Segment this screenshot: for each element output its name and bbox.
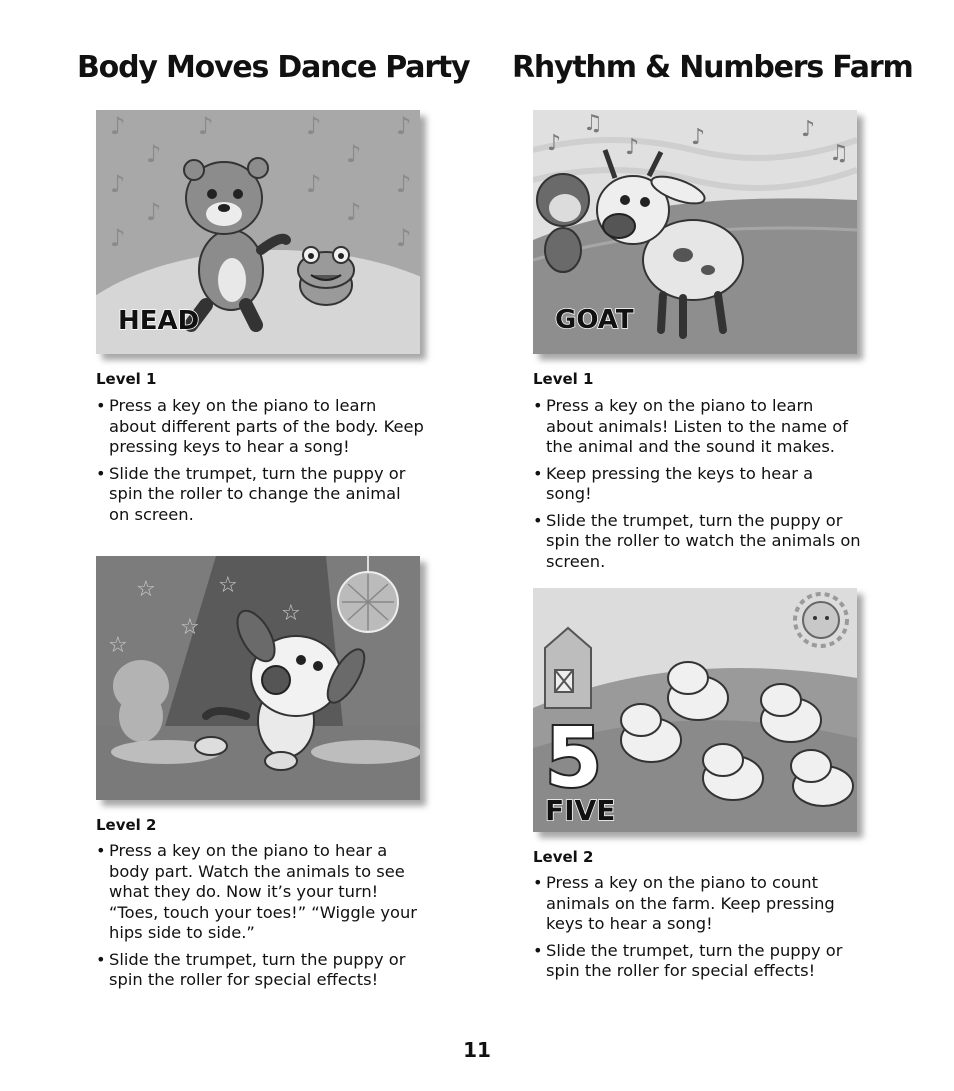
svg-text:♪: ♪ xyxy=(547,131,562,156)
screenshot-caption: HEAD xyxy=(118,306,200,336)
list-item: • Press a key on the piano to learn about animals! Listen to the name of the animal and the sound it makes. xyxy=(533,396,863,458)
left-level2-label: Level 2 xyxy=(96,816,157,834)
svg-text:♪: ♪ xyxy=(396,170,412,198)
right-title: Rhythm & Numbers Farm xyxy=(512,50,913,85)
list-item: • Slide the trumpet, turn the puppy or spin the roller to change the animal on screen. xyxy=(96,464,426,526)
svg-text:♪: ♪ xyxy=(306,112,322,140)
left-level2-list xyxy=(96,841,426,997)
svg-text:♪: ♪ xyxy=(110,224,126,252)
right-level2-label: Level 2 xyxy=(533,848,594,866)
svg-text:☆: ☆ xyxy=(218,573,238,598)
svg-text:♪: ♪ xyxy=(396,224,412,252)
frog-character xyxy=(298,247,354,305)
svg-text:♪: ♪ xyxy=(691,125,706,150)
page-number: 11 xyxy=(463,1038,491,1062)
screenshot-head xyxy=(96,110,420,354)
list-item: • Press a key on the piano to learn about different parts of the body. Keep pressing keys to hear a song! xyxy=(96,396,426,458)
svg-text:☆: ☆ xyxy=(180,615,200,640)
list-item: • Press a key on the piano to hear a body part. Watch the animals to see what they do. Now it’s your turn! “Toes, touch your toes!” “Wiggle your hips side to side.” xyxy=(96,841,426,944)
svg-text:♪: ♪ xyxy=(306,170,322,198)
left-level1-label: Level 1 xyxy=(96,370,157,388)
screenshot-caption: GOAT xyxy=(555,305,634,335)
svg-text:♪: ♪ xyxy=(396,112,412,140)
farm-counting-illustration xyxy=(533,588,857,832)
right-level1-list xyxy=(533,396,863,578)
svg-text:♪: ♪ xyxy=(110,170,126,198)
svg-text:♪: ♪ xyxy=(146,198,162,226)
list-item: • Slide the trumpet, turn the puppy or spin the roller to watch the animals on screen. xyxy=(533,511,863,573)
screenshot-goat xyxy=(533,110,857,354)
right-level1-label: Level 1 xyxy=(533,370,594,388)
svg-text:♪: ♪ xyxy=(625,135,640,160)
list-item: • Slide the trumpet, turn the puppy or spin the roller for special effects! xyxy=(96,950,426,991)
svg-text:♪: ♪ xyxy=(801,117,816,142)
svg-text:☆: ☆ xyxy=(108,633,128,658)
left-level1-list xyxy=(96,396,426,531)
count-number: 5 xyxy=(545,711,603,806)
dance-party-head-illustration xyxy=(96,110,420,354)
screenshot-dance-floor xyxy=(96,556,420,800)
svg-text:♪: ♪ xyxy=(346,198,362,226)
screenshot-caption: FIVE xyxy=(545,794,616,827)
left-title: Body Moves Dance Party xyxy=(77,50,470,85)
svg-text:♪: ♪ xyxy=(110,112,126,140)
svg-text:☆: ☆ xyxy=(136,577,156,602)
list-item: • Press a key on the piano to count animals on the farm. Keep pressing keys to hear a song! xyxy=(533,873,863,935)
dance-party-disco-illustration xyxy=(96,556,420,800)
list-item: • Slide the trumpet, turn the puppy or spin the roller for special effects! xyxy=(533,941,863,982)
list-item: • Keep pressing the keys to hear a song! xyxy=(533,464,863,505)
screenshot-pigs xyxy=(533,588,857,832)
right-level2-list xyxy=(533,873,863,988)
svg-text:♫: ♫ xyxy=(829,141,849,166)
farm-goat-illustration xyxy=(533,110,857,354)
svg-text:♫: ♫ xyxy=(583,111,603,136)
svg-text:♪: ♪ xyxy=(346,140,362,168)
svg-text:♪: ♪ xyxy=(198,112,214,140)
svg-text:☆: ☆ xyxy=(281,601,301,626)
svg-text:♪: ♪ xyxy=(146,140,162,168)
